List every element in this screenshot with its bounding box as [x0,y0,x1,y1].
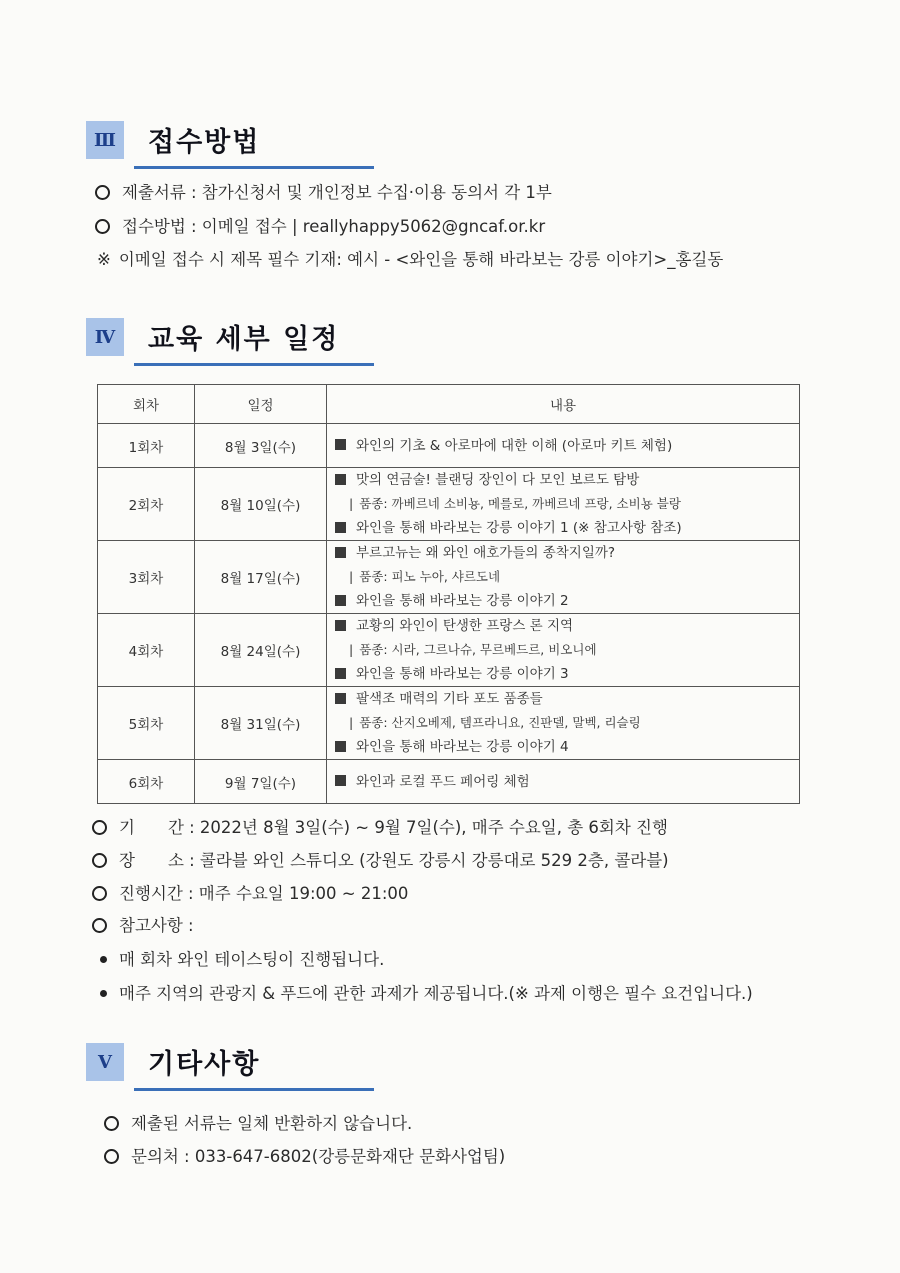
section-5-item: 문의처 : 033-647-6802(강릉문화재단 문화사업팀) [104,1143,505,1167]
table-row [98,468,800,541]
section-4-numeral: Ⅳ [86,318,124,356]
square-bullet-icon [335,693,346,704]
content-text: 와인을 통해 바라보는 강릉 이야기 1 (※ 참고사항 참조) [356,520,682,536]
content-line [335,434,799,458]
content-text: 맛의 연금술! 블랜딩 장인이 다 모인 보르도 탐방 [356,472,640,488]
section-5-underline [134,1088,374,1091]
dot-bullet-icon [100,956,107,963]
square-bullet-icon [335,668,346,679]
cell-round: 3회차 [98,541,195,614]
content-line [335,541,799,565]
content-text: 와인의 기초 & 아로마에 대한 이해 (아로마 키트 체험) [356,437,673,454]
section-3-item: 접수방법 : 이메일 접수 | reallyhappy5062@gncaf.or.kr [95,213,545,237]
content-subline [335,565,799,589]
section-4-header [86,315,386,365]
detail-notes-label: 참고사항 : [92,912,194,936]
content-line [335,614,799,638]
content-line [335,770,799,794]
cell-date: 8월 31일(수) [195,687,327,760]
content-text: 교황의 와인이 탄생한 프랑스 론 지역 [356,618,574,634]
section-3-title: 접수방법 [148,127,261,158]
bar-marker-icon: | [349,715,354,730]
header-content: 내용 [327,385,800,424]
square-bullet-icon [335,620,346,631]
table-row [98,760,800,804]
cell-round: 5회차 [98,687,195,760]
section-3-item: 제출서류 : 참가신청서 및 개인정보 수집·이용 동의서 각 1부 [95,179,552,203]
circle-bullet-icon [92,918,107,933]
content-text: 와인과 로컬 푸드 페어링 체험 [356,773,530,790]
cell-date: 8월 3일(수) [195,424,327,468]
cell-date: 9월 7일(수) [195,760,327,804]
cell-round: 4회차 [98,614,195,687]
section-5-title: 기타사항 [148,1049,261,1080]
content-line [335,468,799,492]
square-bullet-icon [335,439,346,450]
cell-content [327,614,800,687]
cell-date: 8월 24일(수) [195,614,327,687]
section-3-numeral: Ⅲ [86,121,124,159]
note-bullet: 매 회차 와인 테이스팅이 진행됩니다. [100,946,384,970]
circle-bullet-icon [104,1149,119,1164]
square-bullet-icon [335,775,346,786]
section-3-note: ※ 이메일 접수 시 제목 필수 기재: 예시 - <와인을 통해 바라보는 강릉 이야기>_홍길동 [97,250,724,269]
bar-marker-icon: | [349,642,354,657]
cell-round: 2회차 [98,468,195,541]
content-text: 부르고뉴는 왜 와인 애호가들의 종착지일까? [356,545,616,561]
table-header-row [98,385,800,424]
circle-bullet-icon [95,185,110,200]
content-subline [335,492,799,516]
square-bullet-icon [335,595,346,606]
table-row [98,424,800,468]
circle-bullet-icon [104,1116,119,1131]
cell-content [327,541,800,614]
circle-bullet-icon [92,886,107,901]
detail-location: 장 소 : 콜라블 와인 스튜디오 (강원도 강릉시 강릉대로 529 2층, 콜라블) [92,847,669,871]
cell-content [327,687,800,760]
schedule-table [97,384,800,804]
content-text: 와인을 통해 바라보는 강릉 이야기 4 [356,739,569,755]
reference-mark-icon: ※ [97,250,111,269]
content-text: 품종: 산지오베제, 템프라니요, 진판델, 말벡, 리슬링 [359,715,641,730]
table-row [98,687,800,760]
section-5-numeral: Ⅴ [86,1043,124,1081]
cell-date: 8월 10일(수) [195,468,327,541]
content-line [335,662,799,686]
square-bullet-icon [335,522,346,533]
section-5-header [86,1040,386,1090]
table-row [98,614,800,687]
circle-bullet-icon [95,219,110,234]
content-line [335,516,799,540]
cell-content [327,424,800,468]
cell-content [327,760,800,804]
content-text: 품종: 피노 누아, 샤르도네 [359,569,501,584]
section-4-underline [134,363,374,366]
header-date: 일정 [195,385,327,424]
section-5-item: 제출된 서류는 일체 반환하지 않습니다. [104,1110,412,1134]
section-3-underline [134,166,374,169]
bar-marker-icon: | [349,496,354,511]
circle-bullet-icon [92,853,107,868]
square-bullet-icon [335,741,346,752]
content-text: 품종: 시라, 그르나슈, 무르베드르, 비오니에 [359,642,597,657]
bar-marker-icon: | [349,569,354,584]
content-text: 와인을 통해 바라보는 강릉 이야기 3 [356,666,569,682]
square-bullet-icon [335,474,346,485]
content-line [335,735,799,759]
cell-date: 8월 17일(수) [195,541,327,614]
section-3-header [86,118,386,168]
table-row [98,541,800,614]
cell-round: 6회차 [98,760,195,804]
dot-bullet-icon [100,990,107,997]
content-text: 팔색조 매력의 기타 포도 품종들 [356,691,543,707]
header-round: 회차 [98,385,195,424]
content-subline [335,711,799,735]
cell-content [327,468,800,541]
content-text: 와인을 통해 바라보는 강릉 이야기 2 [356,593,569,609]
detail-period: 기 간 : 2022년 8월 3일(수) ~ 9월 7일(수), 매주 수요일, 총 6회차 진행 [92,814,668,838]
detail-time: 진행시간 : 매주 수요일 19:00 ~ 21:00 [92,880,408,904]
content-line [335,589,799,613]
content-text: 품종: 까베르네 소비뇽, 메를로, 까베르네 프랑, 소비뇽 블랑 [359,496,681,511]
square-bullet-icon [335,547,346,558]
circle-bullet-icon [92,820,107,835]
section-4-title: 교육 세부 일정 [148,324,340,355]
content-line [335,687,799,711]
content-subline [335,638,799,662]
note-bullet: 매주 지역의 관광지 & 푸드에 관한 과제가 제공됩니다.(※ 과제 이행은 필수 요건입니다.) [100,980,753,1004]
cell-round: 1회차 [98,424,195,468]
